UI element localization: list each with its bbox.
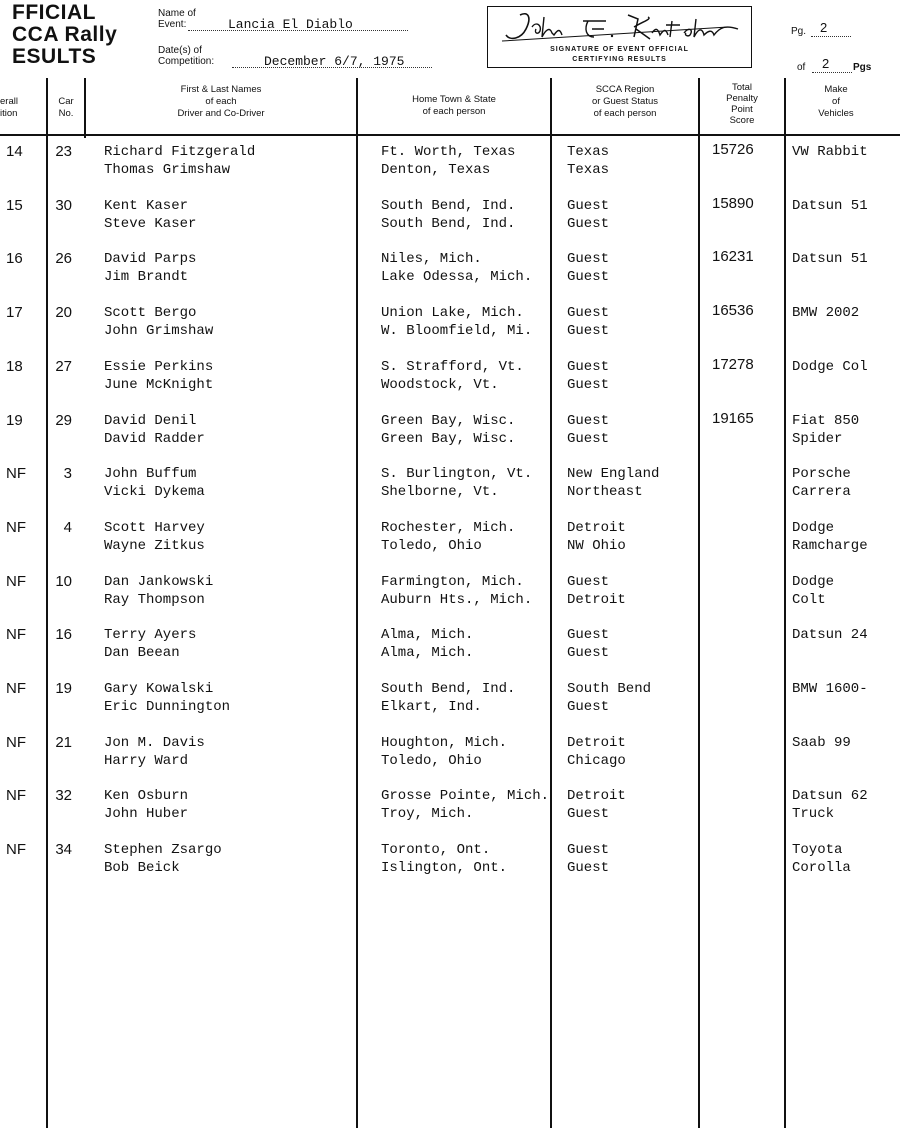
form-title: [12, 2, 117, 68]
codriver-region: Guest: [567, 699, 610, 715]
signature-caption-2: CERTIFYING RESULTS: [572, 56, 667, 63]
col-car-number: Car No.: [58, 96, 74, 119]
codriver-hometown: Alma, Mich.: [381, 645, 474, 661]
penalty-score: 17278: [712, 356, 754, 373]
codriver-region: Guest: [567, 269, 610, 285]
table-row: [0, 734, 900, 774]
signature-image: [488, 7, 751, 47]
codriver-name: June McKnight: [104, 377, 214, 393]
codriver-name: Wayne Zitkus: [104, 538, 205, 554]
driver-hometown: S. Strafford, Vt.: [381, 359, 524, 375]
codriver-region: Guest: [567, 806, 610, 822]
codriver-name: Eric Dunnington: [104, 699, 231, 715]
codriver-region: Chicago: [567, 753, 626, 769]
codriver-region: Guest: [567, 377, 610, 393]
table-row: [0, 465, 900, 505]
codriver-name: Jim Brandt: [104, 269, 189, 285]
dates-value: December 6/7, 1975: [264, 54, 405, 69]
vehicle-make: BMW 1600-: [792, 681, 868, 697]
penalty-score: 16536: [712, 302, 754, 319]
vehicle-make: VW Rabbit: [792, 144, 868, 160]
vehicle-make: Toyota: [792, 842, 843, 858]
driver-name: Kent Kaser: [104, 198, 189, 214]
car-number: 27: [55, 358, 72, 375]
car-number: 26: [55, 250, 72, 267]
vehicle-model: Truck: [792, 806, 835, 822]
driver-hometown: Grosse Pointe, Mich.: [381, 788, 550, 804]
table-row: [0, 841, 900, 881]
driver-hometown: South Bend, Ind.: [381, 198, 516, 214]
table-row: [0, 519, 900, 559]
codriver-hometown: Lake Odessa, Mich.: [381, 269, 533, 285]
vehicle-make: Saab 99: [792, 735, 851, 751]
codriver-region: Guest: [567, 860, 610, 876]
vehicle-model: Colt: [792, 592, 826, 608]
car-number: 21: [55, 734, 72, 751]
driver-hometown: Farmington, Mich.: [381, 574, 524, 590]
col-overall-position: erall ition: [0, 96, 18, 119]
overall-position: NF: [6, 465, 26, 482]
driver-region: Guest: [567, 842, 610, 858]
table-row: [0, 304, 900, 344]
overall-position: 19: [6, 412, 23, 429]
driver-hometown: Alma, Mich.: [381, 627, 474, 643]
penalty-score: 15726: [712, 141, 754, 158]
driver-name: David Denil: [104, 413, 197, 429]
vehicle-model: Ramcharge: [792, 538, 868, 554]
driver-region: Guest: [567, 574, 610, 590]
driver-region: Detroit: [567, 520, 626, 536]
overall-position: 16: [6, 250, 23, 267]
col-region: SCCA Region or Guest Status of each person: [591, 84, 658, 119]
vehicle-make: Dodge: [792, 574, 835, 590]
codriver-name: David Radder: [104, 431, 205, 447]
overall-position: NF: [6, 573, 26, 590]
vehicle-make: Datsun 24: [792, 627, 868, 643]
vehicle-model: Corolla: [792, 860, 851, 876]
codriver-hometown: Toledo, Ohio: [381, 753, 482, 769]
vehicle-make: BMW 2002: [792, 305, 860, 321]
table-row: [0, 358, 900, 398]
car-number: 20: [55, 304, 72, 321]
overall-position: 18: [6, 358, 23, 375]
driver-hometown: Rochester, Mich.: [381, 520, 516, 536]
driver-name: Terry Ayers: [104, 627, 197, 643]
table-row: [0, 412, 900, 452]
codriver-region: NW Ohio: [567, 538, 626, 554]
driver-name: David Parps: [104, 251, 197, 267]
col-make: Make of Vehicles: [818, 84, 854, 119]
event-value: Lancia El Diablo: [228, 17, 353, 32]
codriver-hometown: Elkart, Ind.: [381, 699, 482, 715]
table-row: [0, 680, 900, 720]
vehicle-make: Datsun 62: [792, 788, 868, 804]
driver-name: John Buffum: [104, 466, 197, 482]
codriver-name: Vicki Dykema: [104, 484, 205, 500]
of-underline: [812, 72, 852, 73]
codriver-hometown: Auburn Hts., Mich.: [381, 592, 533, 608]
col-score: Total Penalty Point Score: [726, 82, 758, 126]
codriver-name: Steve Kaser: [104, 216, 197, 232]
driver-region: Guest: [567, 413, 610, 429]
table-row: [0, 573, 900, 613]
codriver-hometown: Denton, Texas: [381, 162, 491, 178]
form-title-line-3: ESULTS: [12, 45, 97, 68]
car-number: 4: [63, 519, 72, 536]
col-hometown: Home Town & State of each person: [412, 94, 496, 117]
table-row: [0, 787, 900, 827]
codriver-region: Guest: [567, 323, 610, 339]
codriver-region: Texas: [567, 162, 610, 178]
driver-hometown: Green Bay, Wisc.: [381, 413, 516, 429]
codriver-name: Ray Thompson: [104, 592, 205, 608]
penalty-score: 19165: [712, 410, 754, 427]
overall-position: 17: [6, 304, 23, 321]
codriver-hometown: Islington, Ont.: [381, 860, 508, 876]
driver-hometown: Toronto, Ont.: [381, 842, 491, 858]
driver-region: Guest: [567, 627, 610, 643]
driver-hometown: S. Burlington, Vt.: [381, 466, 533, 482]
page-label: Pg.: [791, 26, 807, 37]
col-names: First & Last Names of each Driver and Co-Driver: [177, 84, 265, 119]
car-number: 34: [55, 841, 72, 858]
overall-position: 14: [6, 143, 23, 160]
codriver-region: Guest: [567, 431, 610, 447]
dates-label: Date(s) of Competition:: [158, 45, 215, 67]
table-row: [0, 626, 900, 666]
vehicle-make: Dodge: [792, 520, 835, 536]
car-number: 23: [55, 143, 72, 160]
of-label: of: [797, 62, 806, 73]
driver-hometown: Niles, Mich.: [381, 251, 482, 267]
penalty-score: 16231: [712, 248, 754, 265]
signature-box: [487, 6, 752, 68]
driver-name: Scott Harvey: [104, 520, 205, 536]
codriver-hometown: Woodstock, Vt.: [381, 377, 499, 393]
driver-hometown: Houghton, Mich.: [381, 735, 508, 751]
car-number: 30: [55, 197, 72, 214]
driver-region: Guest: [567, 359, 610, 375]
page-underline: [811, 36, 851, 37]
car-number: 29: [55, 412, 72, 429]
vehicle-make: Fiat 850: [792, 413, 860, 429]
codriver-name: Dan Beean: [104, 645, 180, 661]
driver-region: Detroit: [567, 788, 626, 804]
vehicle-make: Datsun 51: [792, 198, 868, 214]
overall-position: NF: [6, 680, 26, 697]
car-number: 10: [55, 573, 72, 590]
codriver-hometown: Troy, Mich.: [381, 806, 474, 822]
codriver-name: John Huber: [104, 806, 189, 822]
driver-region: Guest: [567, 251, 610, 267]
table-row: [0, 143, 900, 183]
form-title-line-2: CCA Rally: [12, 23, 118, 46]
header-rule: [0, 134, 900, 136]
form-title-line-1: FFICIAL: [12, 1, 96, 24]
of-value: 2: [822, 56, 830, 71]
overall-position: NF: [6, 787, 26, 804]
overall-position: NF: [6, 841, 26, 858]
car-number: 19: [55, 680, 72, 697]
driver-name: Dan Jankowski: [104, 574, 214, 590]
car-number: 32: [55, 787, 72, 804]
codriver-hometown: W. Bloomfield, Mi.: [381, 323, 533, 339]
vehicle-make: Porsche: [792, 466, 851, 482]
driver-region: South Bend: [567, 681, 652, 697]
driver-name: Ken Osburn: [104, 788, 189, 804]
codriver-name: Bob Beick: [104, 860, 180, 876]
codriver-hometown: Green Bay, Wisc.: [381, 431, 516, 447]
driver-name: Gary Kowalski: [104, 681, 214, 697]
driver-region: Detroit: [567, 735, 626, 751]
codriver-name: Harry Ward: [104, 753, 189, 769]
page-value: 2: [820, 20, 828, 35]
codriver-region: Guest: [567, 645, 610, 661]
codriver-region: Detroit: [567, 592, 626, 608]
driver-name: Richard Fitzgerald: [104, 144, 256, 160]
driver-name: Scott Bergo: [104, 305, 197, 321]
codriver-region: Northeast: [567, 484, 643, 500]
codriver-name: Thomas Grimshaw: [104, 162, 231, 178]
penalty-score: 15890: [712, 195, 754, 212]
signature-caption-1: SIGNATURE OF EVENT OFFICIAL: [550, 46, 689, 53]
pgs-label: Pgs: [853, 62, 872, 73]
car-number: 3: [63, 465, 72, 482]
driver-region: Guest: [567, 198, 610, 214]
codriver-hometown: Shelborne, Vt.: [381, 484, 499, 500]
driver-hometown: Union Lake, Mich.: [381, 305, 524, 321]
driver-hometown: Ft. Worth, Texas: [381, 144, 516, 160]
divider-names-head: [84, 78, 86, 138]
overall-position: NF: [6, 626, 26, 643]
overall-position: 15: [6, 197, 23, 214]
codriver-region: Guest: [567, 216, 610, 232]
vehicle-make: Datsun 51: [792, 251, 868, 267]
vehicle-model: Carrera: [792, 484, 851, 500]
codriver-hometown: Toledo, Ohio: [381, 538, 482, 554]
vehicle-make: Dodge Col: [792, 359, 868, 375]
driver-name: Jon M. Davis: [104, 735, 205, 751]
codriver-hometown: South Bend, Ind.: [381, 216, 516, 232]
overall-position: NF: [6, 734, 26, 751]
driver-region: New England: [567, 466, 660, 482]
car-number: 16: [55, 626, 72, 643]
driver-hometown: South Bend, Ind.: [381, 681, 516, 697]
event-label: Name of Event:: [158, 8, 196, 30]
table-row: [0, 197, 900, 237]
driver-region: Guest: [567, 305, 610, 321]
overall-position: NF: [6, 519, 26, 536]
vehicle-model: Spider: [792, 431, 843, 447]
driver-name: Essie Perkins: [104, 359, 214, 375]
driver-name: Stephen Zsargo: [104, 842, 222, 858]
driver-region: Texas: [567, 144, 610, 160]
codriver-name: John Grimshaw: [104, 323, 214, 339]
table-row: [0, 250, 900, 290]
